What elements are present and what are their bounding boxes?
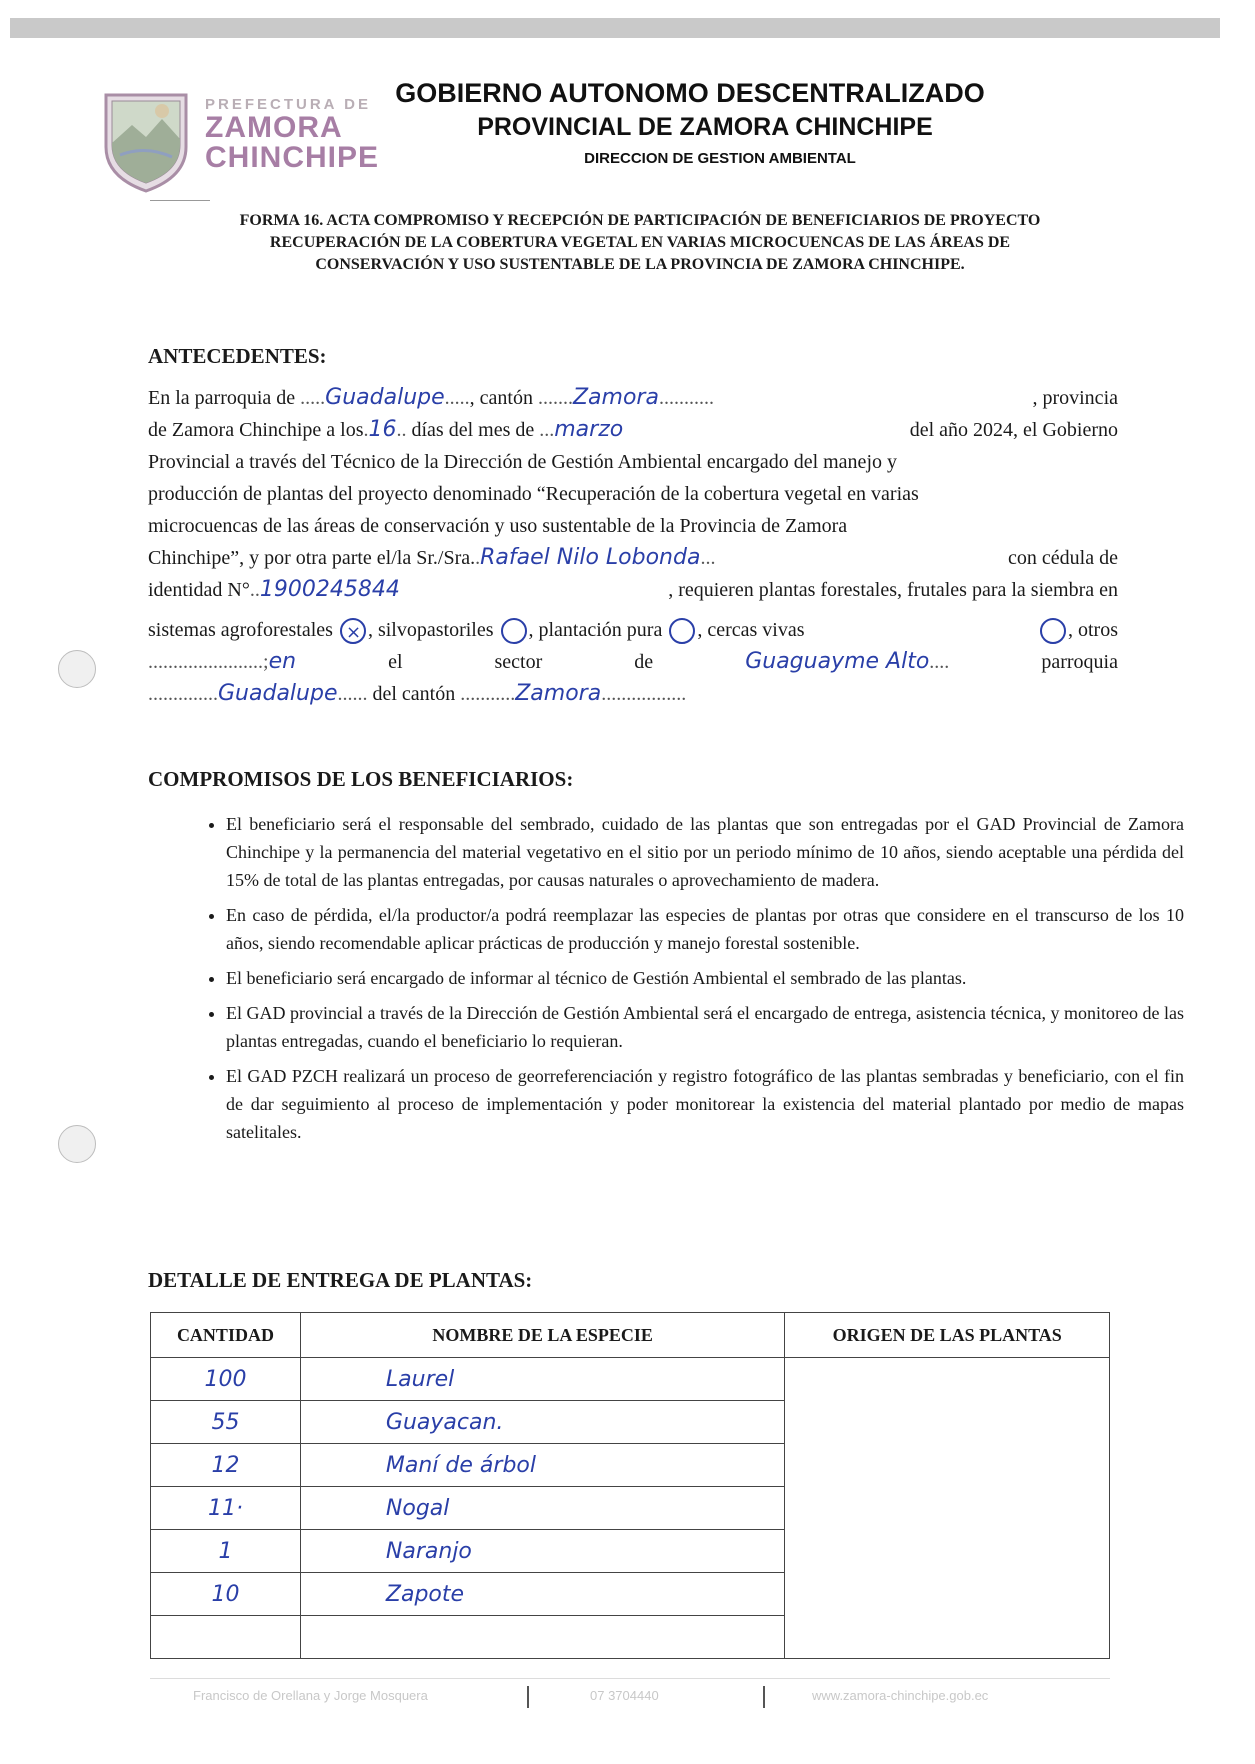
especie-cell: Guayacan. xyxy=(300,1401,785,1444)
para-row-2: de Zamora Chinchipe a los.16.. días del mes de ...marzo del año 2024, el Gobierno xyxy=(148,417,1118,442)
para-row-1: En la parroquia de .....Guadalupe....., cantón .......Zamora........... , provincia xyxy=(148,382,1118,414)
form-title-line1: FORMA 16. ACTA COMPROMISO Y RECEPCIÓN DE PARTICIPACIÓN DE BENEFICIARIOS DE PROYECTO xyxy=(239,212,1041,229)
table-header-row xyxy=(151,1313,1110,1358)
para-row-3: Provincial a través del Técnico de la Dirección de Gestión Ambiental encargado del manejo y xyxy=(148,451,897,473)
punch-hole-bottom xyxy=(58,1125,96,1163)
para-row-10: ..............Guadalupe...... del cantón ...........Zamora................. xyxy=(148,681,687,706)
radio-plantacion-pura[interactable] xyxy=(669,618,695,644)
plants-table xyxy=(150,1312,1110,1659)
parroquia-value: Guadalupe xyxy=(325,385,445,410)
mes-value: marzo xyxy=(554,417,624,442)
cantidad-cell: 11· xyxy=(151,1487,301,1530)
compromisos-heading: COMPROMISOS DE LOS BENEFICIARIOS: xyxy=(148,767,574,791)
cantidad-cell: 100 xyxy=(151,1358,301,1401)
especie-cell-empty xyxy=(300,1616,785,1659)
especie-cell: Nogal xyxy=(300,1487,785,1530)
punch-hole-top xyxy=(58,650,96,688)
especie-cell: Zapote xyxy=(300,1573,785,1616)
dia-value: 16 xyxy=(368,417,397,442)
compromiso-item: • En caso de pérdida, el/la productor/a podrá reemplazar las especies de plantas por otras que considere en el transcurso de los 10 años, siendo recomendable aplicar prácticas de producción y manejo forestal sostenible. xyxy=(226,901,1184,957)
radio-cercas-vivas[interactable] xyxy=(1040,618,1066,644)
form-title-line3: CONSERVACIÓN Y USO SUSTENTABLE DE LA PROVINCIA DE ZAMORA CHINCHIPE. xyxy=(315,256,965,273)
table-row xyxy=(151,1358,1110,1401)
cantidad-cell: 10 xyxy=(151,1573,301,1616)
para-row-5: microcuencas de las áreas de conservación y uso sustentable de la Provincia de Zamora xyxy=(148,515,848,537)
especie-cell: Maní de árbol xyxy=(300,1444,785,1487)
especie-cell: Naranjo xyxy=(300,1530,785,1573)
para-row-8: sistemas agroforestales × , silvopastoriles , plantación pura , cercas vivas , otros xyxy=(148,614,1118,646)
cedula-value: 1900245844 xyxy=(259,577,400,602)
col-especie: NOMBRE DE LA ESPECIE xyxy=(300,1313,785,1358)
para-row-7: identidad N°..1900245844 , requieren plantas forestales, frutales para la siembra en xyxy=(148,577,1118,602)
scan-top-border xyxy=(10,18,1220,38)
col-origen: ORIGEN DE LAS PLANTAS xyxy=(785,1313,1110,1358)
gov-title-line2: PROVINCIAL DE ZAMORA CHINCHIPE xyxy=(477,113,933,141)
beneficiario-value: Rafael Nilo Lobonda xyxy=(480,545,701,570)
gov-title-line1: GOBIERNO AUTONOMO DESCENTRALIZADO xyxy=(395,78,985,108)
sector-value: Guaguayme Alto xyxy=(745,649,930,674)
origen-cell xyxy=(785,1358,1110,1659)
compromiso-item: • El beneficiario será el responsable del sembrado, cuidado de las plantas que son entregadas por el GAD Provincial de Zamora Chinchipe y la permanencia del material vegetativo en el sitio por un periodo mínimo de 10 años, siendo aceptable una pérdida del 15% de total de las plantas entregadas, por causas naturales o aprovechamiento de madera. xyxy=(226,810,1184,894)
footer-phone: 07 3704440 xyxy=(590,1688,659,1703)
cantidad-cell: 12 xyxy=(151,1444,301,1487)
logo-chinchipe: CHINCHIPE xyxy=(205,141,380,174)
para-row-6: Chinchipe”, y por otra parte el/la Sr./Sra..Rafael Nilo Lobonda... con cédula de xyxy=(148,545,1118,570)
canton2-value: Zamora xyxy=(515,681,602,706)
parroquia-clause: En la parroquia de .....Guadalupe....., cantón .......Zamora........... xyxy=(148,385,714,410)
footer-website: www.zamora-chinchipe.gob.ec xyxy=(812,1688,989,1703)
para-row-4: producción de plantas del proyecto denominado “Recuperación de la cobertura vegetal en varias xyxy=(148,483,919,505)
form-title-line2: RECUPERACIÓN DE LA COBERTURA VEGETAL EN VARIAS MICROCUENCAS DE LAS ÁREAS DE xyxy=(269,234,1011,251)
antecedentes-heading: ANTECEDENTES: xyxy=(148,344,327,368)
footer-address: Francisco de Orellana y Jorge Mosquera xyxy=(193,1688,428,1703)
especie-cell: Laurel xyxy=(300,1358,785,1401)
footer-rule xyxy=(150,1678,1110,1679)
prefectura-shield-logo xyxy=(100,85,192,193)
cantidad-cell-empty xyxy=(151,1616,301,1659)
parroquia2-value: Guadalupe xyxy=(218,681,338,706)
prefectura-logo-text xyxy=(205,96,379,173)
government-header xyxy=(380,78,1000,167)
header-rule xyxy=(150,200,210,201)
cantidad-cell: 1 xyxy=(151,1530,301,1573)
logo-zamora: ZAMORA xyxy=(205,111,343,144)
detalle-heading: DETALLE DE ENTREGA DE PLANTAS: xyxy=(148,1268,533,1292)
cantidad-cell: 55 xyxy=(151,1401,301,1444)
radio-silvopastoriles[interactable] xyxy=(501,618,527,644)
antecedentes-paragraph xyxy=(148,382,1118,710)
col-cantidad: CANTIDAD xyxy=(151,1313,301,1358)
compromiso-item: • El GAD provincial a través de la Dirección de Gestión Ambiental será el encargado de entrega, asistencia técnica, y monitoreo de las plantas entregadas, cuando el beneficiario lo requieran. xyxy=(226,999,1184,1055)
gov-department: DIRECCION DE GESTION AMBIENTAL xyxy=(584,150,856,167)
canton-value: Zamora xyxy=(572,385,659,410)
radio-agroforestales-checked[interactable] xyxy=(340,618,366,644)
compromiso-item: • El GAD PZCH realizará un proceso de georreferenciación y registro fotográfico de las plantas sembradas y beneficiario, con el fin de dar seguimiento al proceso de implementación y poder monitorear la existencia del material plantado por medio de mapas satelitales. xyxy=(226,1062,1184,1146)
para-row-9: .......................;en el sector de Guaguayme Alto.... parroquia xyxy=(148,649,1118,674)
footer-separator xyxy=(763,1686,765,1708)
logo-prefix: PREFECTURA DE xyxy=(205,96,371,113)
compromisos-list xyxy=(168,810,1184,1153)
compromiso-item: • El beneficiario será encargado de informar al técnico de Gestión Ambiental el sembrado de las plantas. xyxy=(226,964,1184,992)
form-title xyxy=(150,210,1130,276)
footer-separator xyxy=(527,1686,529,1708)
